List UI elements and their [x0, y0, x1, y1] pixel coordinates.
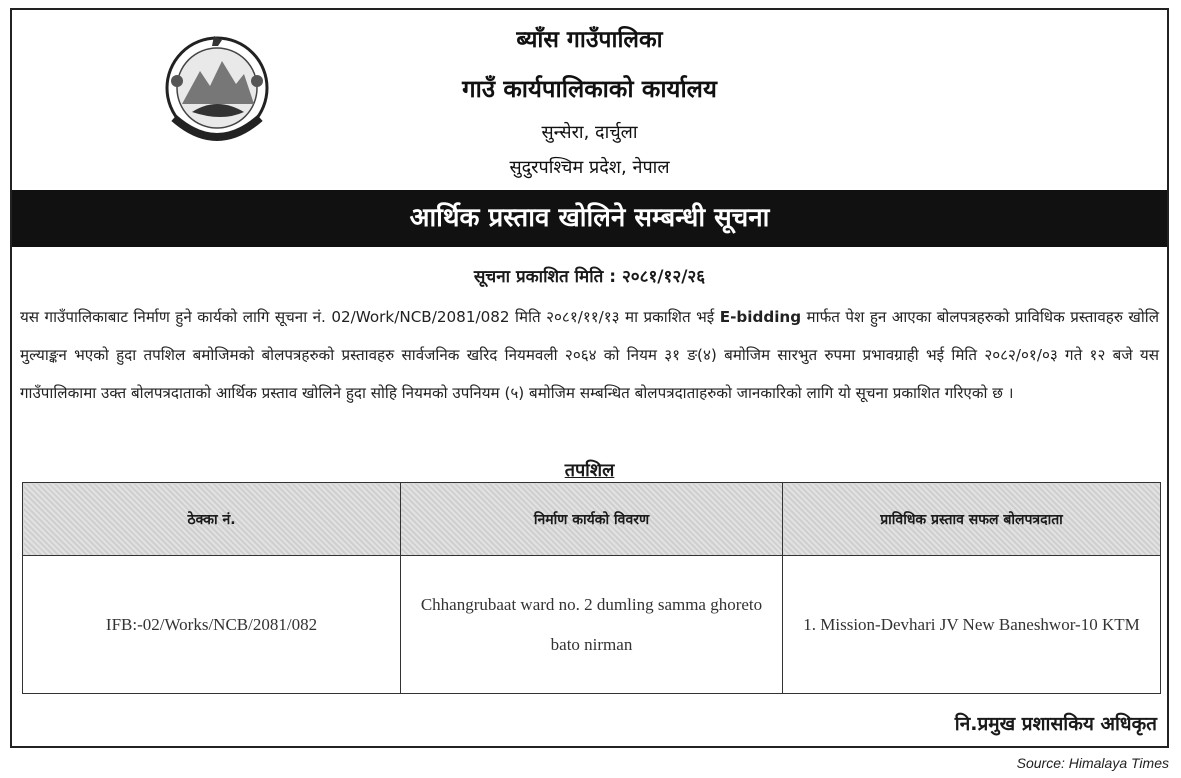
- province-name: सुदुरपश्चिम प्रदेश, नेपाल: [509, 157, 670, 178]
- details-table: [22, 482, 1161, 694]
- table-header-row: [23, 483, 1161, 556]
- column-header-bidder: प्राविधिक प्रस्ताव सफल बोलपत्रदाता: [783, 483, 1161, 556]
- signature-title: नि.प्रमुख प्रशासकिय अधिकृत: [954, 713, 1157, 735]
- notice-body: [20, 298, 1159, 412]
- notice-body-part1: यस गाउँपालिकाबाट निर्माण हुने कार्यको लागि सूचना नं. 02/Work/NCB/2081/082 मिति २०८१/११/१३ मा प्रकाशित भई: [20, 308, 720, 326]
- bidder-cell: 1. Mission-Devhari JV New Baneshwor-10 KTM: [783, 556, 1161, 694]
- municipality-name: ब्याँस गाउँपालिका: [516, 27, 663, 53]
- details-title: तपशिल: [564, 460, 615, 481]
- office-location: सुन्सेरा, दार्चुला: [541, 122, 638, 143]
- contract-no-cell: IFB:-02/Works/NCB/2081/082: [23, 556, 401, 694]
- notice-frame: [10, 8, 1169, 748]
- column-header-description: निर्माण कार्यको विवरण: [401, 483, 783, 556]
- table-row: [23, 556, 1161, 694]
- notice-body-part2: मार्फत पेश हुन आएका बोलपत्रहरुको प्राविधिक प्रस्तावहरु खोलि मुल्याङ्कन भएको हुदा तपशिल बमोजिमको बोलपत्रहरुको प्रस्तावहरु सार्वजनिक खरिद नियमवली २०६४ को नियम ३१ ङ(४) बमोजिम सारभुत रुपमा प्रभावग्राही भई मिति २०८२/०१/०३ गते १२ बजे यस गाउँपालिकामा उक्त बोलपत्रदाताको आर्थिक प्रस्ताव खोलिने हुदा सोहि नियमको उपनियम (५) बमोजिम सम्बन्धित बोलपत्रदाताहरुको जानकारिको लागि यो सूचना प्रकाशित गरिएको छ ।: [20, 308, 1159, 402]
- e-bidding-highlight: E-bidding: [719, 308, 802, 326]
- column-header-contract-no: ठेक्का नं.: [23, 483, 401, 556]
- office-name: गाउँ कार्यपालिकाको कार्यालय: [462, 75, 717, 103]
- description-cell: Chhangrubaat ward no. 2 dumling samma ghoreto bato nirman: [401, 556, 783, 694]
- source-credit: Source: Himalaya Times: [1016, 755, 1169, 771]
- notice-title: आर्थिक प्रस्ताव खोलिने सम्बन्धी सूचना: [12, 190, 1167, 247]
- published-date: सूचना प्रकाशित मिति : २०८१/१२/२६: [473, 267, 706, 287]
